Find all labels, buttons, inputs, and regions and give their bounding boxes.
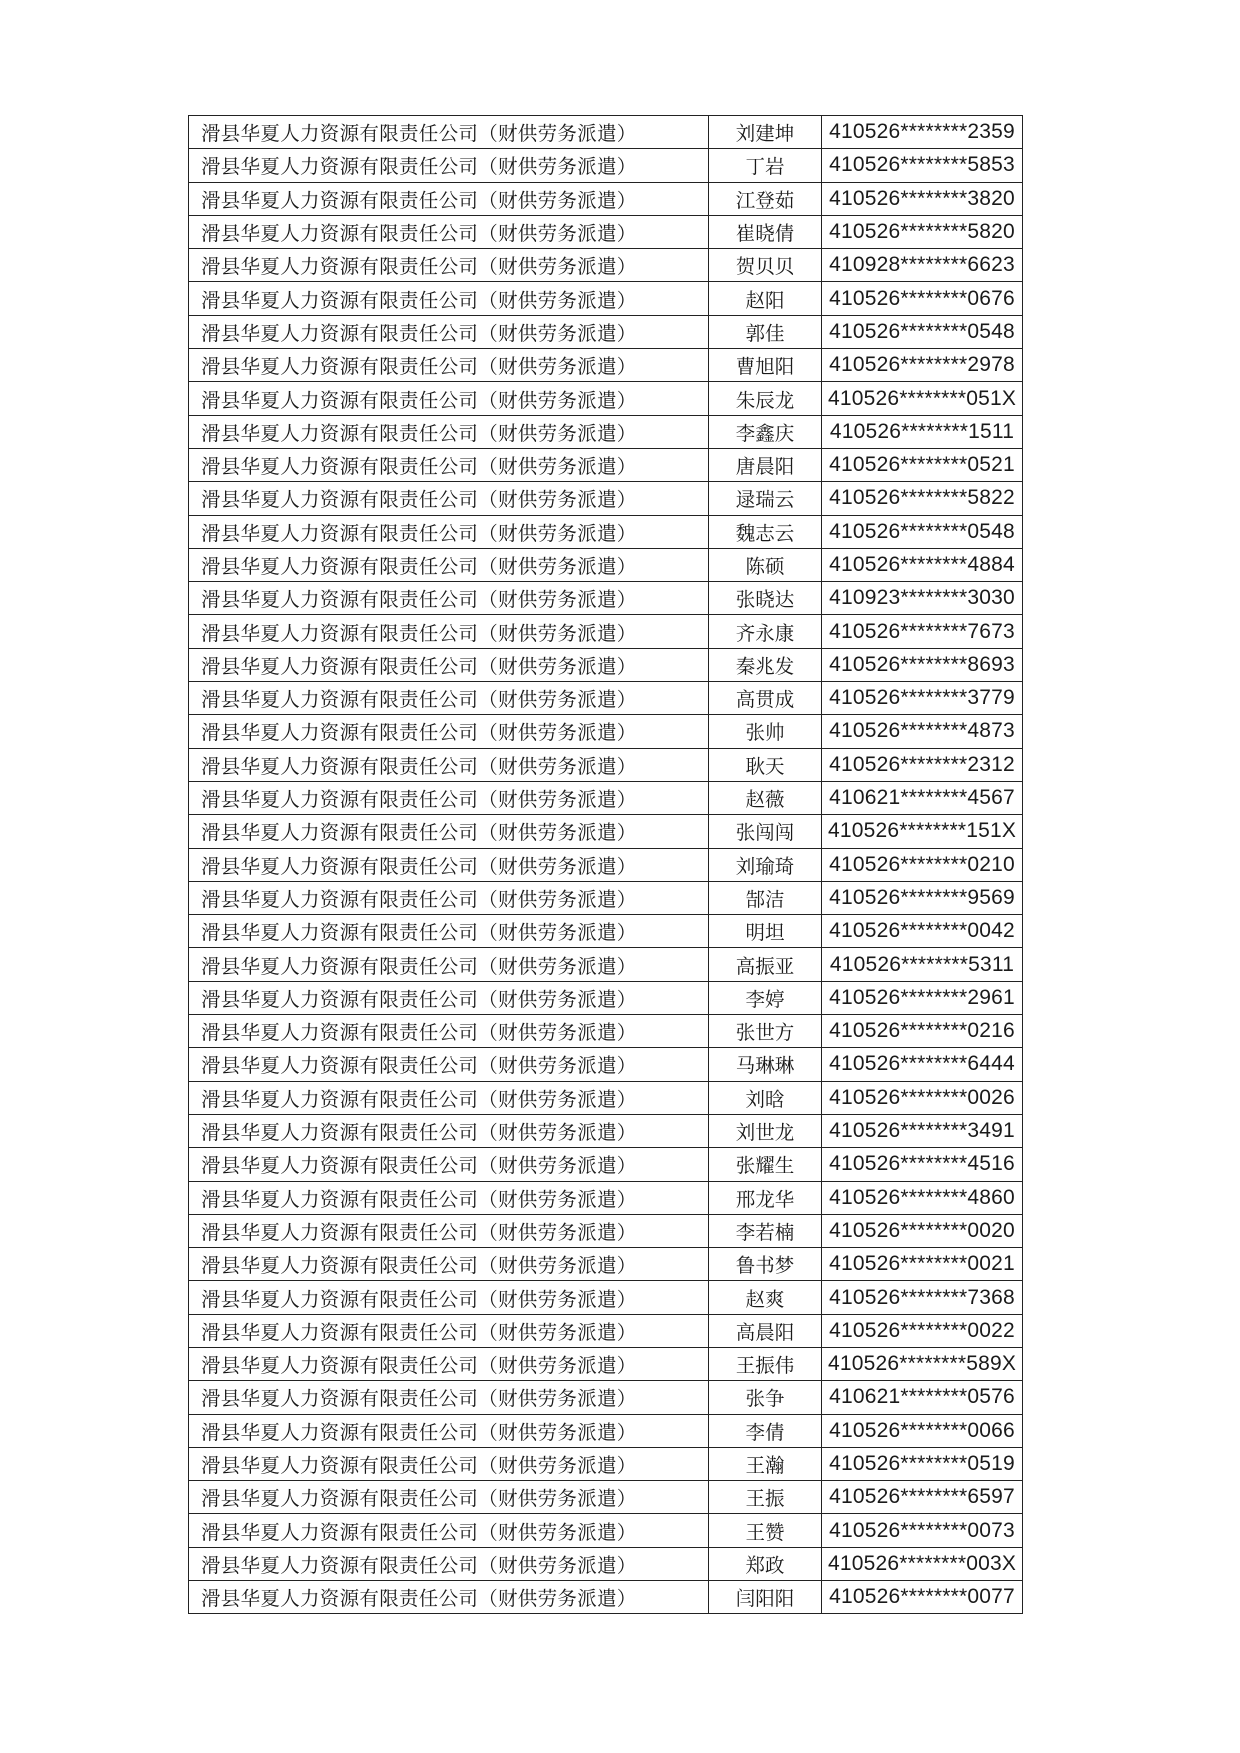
company-cell: 滑县华夏人力资源有限责任公司（财供劳务派遣） [189,1114,709,1147]
id-number-cell: 410526********0210 [822,848,1023,881]
table-row [189,1481,1023,1514]
name-cell: 明坦 [709,915,822,948]
table-row [189,981,1023,1014]
id-number-cell: 410526********2961 [822,981,1023,1014]
roster-body [189,116,1023,1614]
company-cell: 滑县华夏人力资源有限责任公司（财供劳务派遣） [189,1048,709,1081]
name-cell: 逯瑞云 [709,482,822,515]
id-number-cell: 410526********5311 [822,948,1023,981]
id-number-cell: 410526********4860 [822,1181,1023,1214]
name-cell: 丁岩 [709,149,822,182]
id-number-cell: 410526********589X [822,1347,1023,1380]
company-cell: 滑县华夏人力资源有限责任公司（财供劳务派遣） [189,981,709,1014]
company-cell: 滑县华夏人力资源有限责任公司（财供劳务派遣） [189,282,709,315]
id-number-cell: 410923********3030 [822,582,1023,615]
table-row [189,1447,1023,1480]
company-cell: 滑县华夏人力资源有限责任公司（财供劳务派遣） [189,349,709,382]
name-cell: 贺贝贝 [709,249,822,282]
table-row [189,315,1023,348]
name-cell: 张帅 [709,715,822,748]
id-number-cell: 410526********151X [822,815,1023,848]
id-number-cell: 410526********5822 [822,482,1023,515]
table-row [189,282,1023,315]
id-number-cell: 410526********3491 [822,1114,1023,1147]
name-cell: 刘世龙 [709,1114,822,1147]
id-number-cell: 410526********0073 [822,1514,1023,1547]
name-cell: 邢龙华 [709,1181,822,1214]
id-number-cell: 410526********4884 [822,548,1023,581]
company-cell: 滑县华夏人力资源有限责任公司（财供劳务派遣） [189,382,709,415]
table-row [189,1314,1023,1347]
id-number-cell: 410526********4873 [822,715,1023,748]
company-cell: 滑县华夏人力资源有限责任公司（财供劳务派遣） [189,1015,709,1048]
company-cell: 滑县华夏人力资源有限责任公司（财供劳务派遣） [189,1148,709,1181]
name-cell: 闫阳阳 [709,1581,822,1614]
company-cell: 滑县华夏人力资源有限责任公司（财供劳务派遣） [189,249,709,282]
table-row [189,615,1023,648]
company-cell: 滑县华夏人力资源有限责任公司（财供劳务派遣） [189,748,709,781]
id-number-cell: 410526********3779 [822,682,1023,715]
company-cell: 滑县华夏人力资源有限责任公司（财供劳务派遣） [189,1447,709,1480]
table-row [189,682,1023,715]
table-row [189,1248,1023,1281]
name-cell: 刘瑜琦 [709,848,822,881]
company-cell: 滑县华夏人力资源有限责任公司（财供劳务派遣） [189,1314,709,1347]
table-row [189,382,1023,415]
table-row [189,881,1023,914]
name-cell: 李若楠 [709,1214,822,1247]
table-row [189,948,1023,981]
name-cell: 马琳琳 [709,1048,822,1081]
table-row [189,582,1023,615]
company-cell: 滑县华夏人力资源有限责任公司（财供劳务派遣） [189,648,709,681]
id-number-cell: 410928********6623 [822,249,1023,282]
company-cell: 滑县华夏人力资源有限责任公司（财供劳务派遣） [189,515,709,548]
company-cell: 滑县华夏人力资源有限责任公司（财供劳务派遣） [189,1414,709,1447]
name-cell: 唐晨阳 [709,448,822,481]
table-row [189,182,1023,215]
name-cell: 鲁书梦 [709,1248,822,1281]
table-row [189,1347,1023,1380]
table-row [189,1547,1023,1580]
name-cell: 秦兆发 [709,648,822,681]
name-cell: 赵阳 [709,282,822,315]
company-cell: 滑县华夏人力资源有限责任公司（财供劳务派遣） [189,1081,709,1114]
name-cell: 张闯闯 [709,815,822,848]
id-number-cell: 410526********9569 [822,881,1023,914]
company-cell: 滑县华夏人力资源有限责任公司（财供劳务派遣） [189,149,709,182]
company-cell: 滑县华夏人力资源有限责任公司（财供劳务派遣） [189,182,709,215]
id-number-cell: 410526********003X [822,1547,1023,1580]
table-row [189,415,1023,448]
name-cell: 刘建坤 [709,116,822,149]
id-number-cell: 410526********0548 [822,315,1023,348]
name-cell: 魏志云 [709,515,822,548]
table-row [189,1214,1023,1247]
name-cell: 赵薇 [709,781,822,814]
table-row [189,448,1023,481]
company-cell: 滑县华夏人力资源有限责任公司（财供劳务派遣） [189,815,709,848]
company-cell: 滑县华夏人力资源有限责任公司（财供劳务派遣） [189,715,709,748]
company-cell: 滑县华夏人力资源有限责任公司（财供劳务派遣） [189,915,709,948]
company-cell: 滑县华夏人力资源有限责任公司（财供劳务派遣） [189,415,709,448]
name-cell: 王赞 [709,1514,822,1547]
table-row [189,915,1023,948]
company-cell: 滑县华夏人力资源有限责任公司（财供劳务派遣） [189,315,709,348]
name-cell: 郭佳 [709,315,822,348]
id-number-cell: 410526********0026 [822,1081,1023,1114]
company-cell: 滑县华夏人力资源有限责任公司（财供劳务派遣） [189,1181,709,1214]
id-number-cell: 410526********2978 [822,349,1023,382]
name-cell: 李倩 [709,1414,822,1447]
name-cell: 王瀚 [709,1447,822,1480]
name-cell: 崔晓倩 [709,215,822,248]
name-cell: 齐永康 [709,615,822,648]
table-row [189,215,1023,248]
company-cell: 滑县华夏人力资源有限责任公司（财供劳务派遣） [189,1281,709,1314]
table-row [189,1015,1023,1048]
table-row [189,149,1023,182]
table-row [189,815,1023,848]
id-number-cell: 410526********0020 [822,1214,1023,1247]
table-row [189,1514,1023,1547]
name-cell: 耿天 [709,748,822,781]
id-number-cell: 410621********0576 [822,1381,1023,1414]
company-cell: 滑县华夏人力资源有限责任公司（财供劳务派遣） [189,1514,709,1547]
table-row [189,715,1023,748]
name-cell: 刘晗 [709,1081,822,1114]
name-cell: 曹旭阳 [709,349,822,382]
name-cell: 赵爽 [709,1281,822,1314]
name-cell: 李鑫庆 [709,415,822,448]
id-number-cell: 410526********0521 [822,448,1023,481]
id-number-cell: 410526********0519 [822,1447,1023,1480]
table-row [189,781,1023,814]
name-cell: 张争 [709,1381,822,1414]
company-cell: 滑县华夏人力资源有限责任公司（财供劳务派遣） [189,848,709,881]
name-cell: 王振伟 [709,1347,822,1380]
employee-roster-table [188,115,1023,1614]
company-cell: 滑县华夏人力资源有限责任公司（财供劳务派遣） [189,615,709,648]
id-number-cell: 410526********2312 [822,748,1023,781]
id-number-cell: 410526********4516 [822,1148,1023,1181]
id-number-cell: 410526********0676 [822,282,1023,315]
table-row [189,1148,1023,1181]
name-cell: 高振亚 [709,948,822,981]
id-number-cell: 410526********0077 [822,1581,1023,1614]
name-cell: 陈硕 [709,548,822,581]
company-cell: 滑县华夏人力资源有限责任公司（财供劳务派遣） [189,582,709,615]
table-row [189,748,1023,781]
name-cell: 江登茹 [709,182,822,215]
name-cell: 朱辰龙 [709,382,822,415]
name-cell: 高晨阳 [709,1314,822,1347]
company-cell: 滑县华夏人力资源有限责任公司（财供劳务派遣） [189,1214,709,1247]
company-cell: 滑县华夏人力资源有限责任公司（财供劳务派遣） [189,881,709,914]
id-number-cell: 410621********4567 [822,781,1023,814]
table-row [189,249,1023,282]
table-row [189,116,1023,149]
id-number-cell: 410526********5820 [822,215,1023,248]
company-cell: 滑县华夏人力资源有限责任公司（财供劳务派遣） [189,482,709,515]
id-number-cell: 410526********0066 [822,1414,1023,1447]
company-cell: 滑县华夏人力资源有限责任公司（财供劳务派遣） [189,948,709,981]
table-row [189,1281,1023,1314]
name-cell: 郑政 [709,1547,822,1580]
table-row [189,548,1023,581]
table-row [189,1181,1023,1214]
id-number-cell: 410526********3820 [822,182,1023,215]
table-row [189,1114,1023,1147]
id-number-cell: 410526********2359 [822,116,1023,149]
company-cell: 滑县华夏人力资源有限责任公司（财供劳务派遣） [189,682,709,715]
table-row [189,1048,1023,1081]
company-cell: 滑县华夏人力资源有限责任公司（财供劳务派遣） [189,1581,709,1614]
company-cell: 滑县华夏人力资源有限责任公司（财供劳务派遣） [189,116,709,149]
id-number-cell: 410526********5853 [822,149,1023,182]
company-cell: 滑县华夏人力资源有限责任公司（财供劳务派遣） [189,781,709,814]
id-number-cell: 410526********6444 [822,1048,1023,1081]
id-number-cell: 410526********0548 [822,515,1023,548]
name-cell: 张耀生 [709,1148,822,1181]
id-number-cell: 410526********0042 [822,915,1023,948]
company-cell: 滑县华夏人力资源有限责任公司（财供劳务派遣） [189,1381,709,1414]
name-cell: 王振 [709,1481,822,1514]
id-number-cell: 410526********6597 [822,1481,1023,1514]
id-number-cell: 410526********7673 [822,615,1023,648]
company-cell: 滑县华夏人力资源有限责任公司（财供劳务派遣） [189,215,709,248]
table-row [189,848,1023,881]
company-cell: 滑县华夏人力资源有限责任公司（财供劳务派遣） [189,448,709,481]
table-row [189,349,1023,382]
name-cell: 张晓达 [709,582,822,615]
id-number-cell: 410526********0021 [822,1248,1023,1281]
id-number-cell: 410526********051X [822,382,1023,415]
id-number-cell: 410526********0216 [822,1015,1023,1048]
company-cell: 滑县华夏人力资源有限责任公司（财供劳务派遣） [189,548,709,581]
name-cell: 高贯成 [709,682,822,715]
name-cell: 李婷 [709,981,822,1014]
table-row [189,1081,1023,1114]
table-row [189,1581,1023,1614]
name-cell: 郜洁 [709,881,822,914]
name-cell: 张世方 [709,1015,822,1048]
table-row [189,515,1023,548]
table-row [189,648,1023,681]
table-row [189,1381,1023,1414]
table-row [189,482,1023,515]
table-row [189,1414,1023,1447]
id-number-cell: 410526********7368 [822,1281,1023,1314]
id-number-cell: 410526********1511 [822,415,1023,448]
id-number-cell: 410526********0022 [822,1314,1023,1347]
id-number-cell: 410526********8693 [822,648,1023,681]
company-cell: 滑县华夏人力资源有限责任公司（财供劳务派遣） [189,1347,709,1380]
company-cell: 滑县华夏人力资源有限责任公司（财供劳务派遣） [189,1547,709,1580]
company-cell: 滑县华夏人力资源有限责任公司（财供劳务派遣） [189,1481,709,1514]
company-cell: 滑县华夏人力资源有限责任公司（财供劳务派遣） [189,1248,709,1281]
